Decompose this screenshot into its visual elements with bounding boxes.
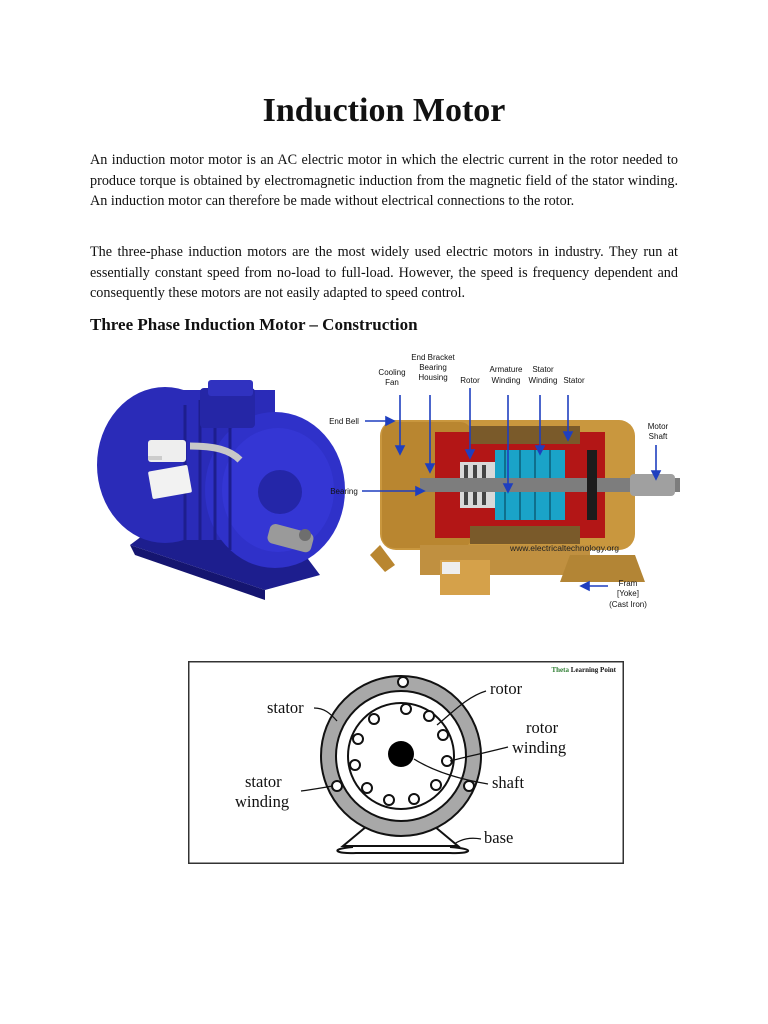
rotor-slot <box>350 760 360 770</box>
rotor-slot <box>409 794 419 804</box>
section-heading: Three Phase Induction Motor – Construction <box>90 315 418 334</box>
label-stator-winding-2: Winding <box>528 376 558 385</box>
label-end-bracket-2: Bearing <box>419 363 447 372</box>
intro-paragraph: An induction motor motor is an AC electric motor in which the electric current in the rotor needed to produce torque is obtained by electromagnetic induction from the magnetic field of the stator winding. An induction motor can therefore be made without electrical connections to the rotor. <box>90 152 678 210</box>
label-motor-shaft-2: Shaft <box>648 432 668 441</box>
motor-exterior-image <box>97 380 345 600</box>
schematic-label-base: base <box>484 828 514 847</box>
label-frame-3: (Cast Iron) <box>609 600 647 609</box>
three-phase-paragraph: The three-phase induction motors are the most widely used electric motors in industry. They run at essentially constant speed from no-load to full-load. However, the speed is frequency dependent and consequently these motors are not easily adapted to speed control. <box>90 244 678 302</box>
label-frame-1: Fram <box>618 579 638 588</box>
schematic-label-rotor-winding-2: winding <box>512 738 567 757</box>
label-cooling-fan-2: Fan <box>385 378 399 387</box>
schematic-label-shaft: shaft <box>492 773 525 792</box>
watermark-text: www.electricaltechnology.org <box>510 543 619 553</box>
rotor-slot <box>438 730 448 740</box>
credit-brand: Theta <box>551 666 569 674</box>
schematic-label-rotor: rotor <box>490 679 523 698</box>
credit-text <box>551 666 616 674</box>
schematic-label-stator-winding-1: stator <box>245 772 282 791</box>
shaft-circle <box>388 741 414 767</box>
rotor-slot <box>353 734 363 744</box>
stator-slot <box>464 781 474 791</box>
label-end-bracket-1: End Bracket <box>411 353 455 362</box>
label-cooling-fan-1: Cooling <box>378 368 406 377</box>
label-stator-winding-1: Stator <box>532 365 554 374</box>
label-stator: Stator <box>563 376 585 385</box>
rotor-slot <box>362 783 372 793</box>
schematic-label-stator-winding-2: winding <box>235 792 290 811</box>
rotor-slot <box>431 780 441 790</box>
schematic-figure <box>188 661 624 864</box>
label-bearing: Bearing <box>330 487 358 496</box>
stator-slot <box>332 781 342 791</box>
label-armature-winding-1: Armature <box>489 365 523 374</box>
motor-cutaway-image <box>370 420 680 595</box>
credit-rest: Learning Point <box>568 666 616 674</box>
label-motor-shaft-1: Motor <box>647 422 669 431</box>
page-title: Induction Motor <box>262 92 506 129</box>
label-end-bell: End Bell <box>329 417 359 426</box>
label-armature-winding-2: Winding <box>491 376 521 385</box>
schematic-label-rotor-winding-1: rotor <box>526 718 559 737</box>
rotor-slot <box>369 714 379 724</box>
rotor-slot <box>384 795 394 805</box>
construction-figure <box>90 350 690 620</box>
rotor-slot <box>401 704 411 714</box>
stator-slot <box>398 677 408 687</box>
schematic-label-stator: stator <box>267 698 304 717</box>
label-end-bracket-3: Housing <box>418 373 448 382</box>
rotor-slot <box>424 711 434 721</box>
label-rotor: Rotor <box>460 376 480 385</box>
label-frame-2: [Yoke] <box>617 589 639 598</box>
